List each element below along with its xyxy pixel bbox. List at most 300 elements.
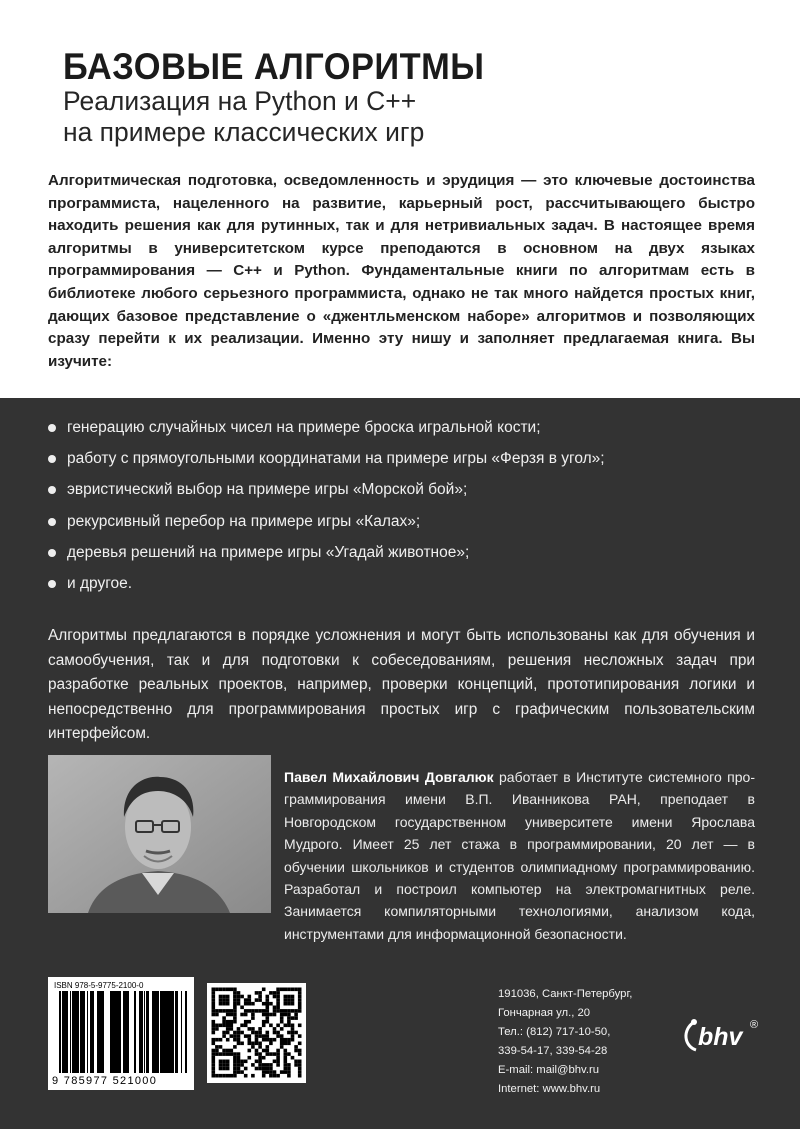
- qr-module: [266, 1049, 270, 1053]
- qr-module: [215, 1052, 219, 1056]
- qr-module: [269, 1042, 273, 1046]
- qr-module: [226, 1013, 230, 1017]
- qr-module: [294, 1060, 298, 1064]
- qr-module: [287, 1067, 291, 1071]
- barcode-bar: [59, 991, 60, 1073]
- qr-module: [255, 991, 259, 995]
- qr-module: [255, 1042, 259, 1046]
- barcode-bar: [113, 991, 114, 1073]
- qr-module: [276, 998, 280, 1002]
- barcode-bar: [125, 991, 128, 1073]
- qr-module: [276, 1002, 280, 1006]
- qr-module: [248, 1027, 252, 1031]
- qr-code-graphic: [207, 983, 306, 1083]
- qr-module: [287, 998, 291, 1002]
- qr-module: [212, 1056, 216, 1060]
- qr-module: [287, 1016, 291, 1020]
- qr-module: [212, 1063, 216, 1067]
- qr-module: [291, 995, 295, 999]
- qr-module: [212, 998, 216, 1002]
- qr-module: [215, 1013, 219, 1017]
- qr-module: [230, 1013, 234, 1017]
- qr-module: [294, 1049, 298, 1053]
- qr-module: [298, 1049, 302, 1053]
- barcode-bar: [92, 991, 93, 1073]
- qr-module: [287, 988, 291, 992]
- qr-module: [298, 1034, 302, 1038]
- list-item: [48, 541, 605, 572]
- usage-paragraph: Алгоритмы предлагаются в порядке усложнения и могут быть использованы как для обучения и самообучения, так и для подготовки к собеседованиям, решения несложных задач при разработке реальных проектов, например, проверки концепций, прототипирования логики и непосредственно для программирования простых игр с графическим пользовательским интерфейсом.: [48, 627, 755, 742]
- qr-module: [215, 988, 219, 992]
- qr-module: [244, 1034, 248, 1038]
- qr-module: [280, 1070, 284, 1074]
- barcode-bar: [175, 991, 178, 1073]
- qr-module: [226, 1038, 230, 1042]
- barcode-bar: [64, 991, 67, 1073]
- qr-module: [248, 1034, 252, 1038]
- qr-module: [273, 1031, 277, 1035]
- qr-module: [226, 1063, 230, 1067]
- qr-module: [291, 1031, 295, 1035]
- book-subtitle-line1: Реализация на Python и C++: [63, 86, 417, 116]
- qr-module: [284, 1024, 288, 1028]
- qr-module: [251, 1013, 255, 1017]
- registered-mark: ®: [750, 1019, 759, 1031]
- barcode-bar: [158, 991, 159, 1073]
- qr-module: [266, 1031, 270, 1035]
- qr-module: [212, 1067, 216, 1071]
- qr-module: [284, 1052, 288, 1056]
- qr-module: [233, 1020, 237, 1024]
- qr-module: [273, 1009, 277, 1013]
- qr-module: [298, 991, 302, 995]
- qr-module: [266, 1006, 270, 1010]
- qr-module: [237, 1067, 241, 1071]
- qr-module: [269, 1070, 273, 1074]
- qr-module: [212, 1049, 216, 1053]
- barcode-bar: [99, 991, 101, 1073]
- barcode-bar: [135, 991, 136, 1073]
- qr-module: [258, 1067, 262, 1071]
- barcode-bar: [87, 991, 88, 1073]
- barcode-bar: [155, 991, 156, 1073]
- qr-module: [294, 1063, 298, 1067]
- barcode-bar: [110, 991, 112, 1073]
- qr-module: [233, 1067, 237, 1071]
- qr-module: [258, 991, 262, 995]
- qr-module: [237, 1038, 241, 1042]
- qr-module: [244, 1009, 248, 1013]
- qr-module: [287, 1024, 291, 1028]
- intro-paragraph: Алгоритмическая подготовка, осведомленность и эрудиция — это ключевые достоинства программиста, нацеленного на развитие, карьерный рост, рассчитывающего быстро находить решения как для рутинных, так и для нетривиальных задач. В настоящее время алгоритмы в университетском курсе преподаются в основном на двух языках программирования — C++ и Python. Фундаментальные книги по алгоритмам есть в библиотеке любого серьезного программиста, однако не так много найдется простых книг, дающих базовое представление о «джентльменском наборе» алгоритмов и позволяющих сразу перейти к их реализации. Именно эту нишу и заполняет предлагаемая книга. Вы изучите:: [48, 172, 755, 370]
- qr-module: [212, 1009, 216, 1013]
- qr-module: [269, 1067, 273, 1071]
- qr-module: [269, 991, 273, 995]
- qr-module: [248, 1038, 252, 1042]
- qr-module: [266, 1045, 270, 1049]
- qr-module: [258, 1027, 262, 1031]
- qr-module: [262, 1020, 266, 1024]
- qr-module: [284, 1042, 288, 1046]
- qr-module: [266, 1020, 270, 1024]
- qr-module: [230, 1020, 234, 1024]
- qr-module: [294, 1016, 298, 1020]
- qr-module: [266, 1052, 270, 1056]
- qr-module: [287, 1063, 291, 1067]
- qr-module: [258, 1031, 262, 1035]
- qr-module: [280, 1020, 284, 1024]
- qr-module: [233, 995, 237, 999]
- list-item-text: эвристический выбор на примере игры «Морской бой»;: [67, 481, 468, 499]
- qr-module: [276, 1056, 280, 1060]
- qr-module: [284, 1067, 288, 1071]
- qr-module: [258, 1063, 262, 1067]
- barcode-bar: [112, 991, 113, 1073]
- qr-module: [262, 1038, 266, 1042]
- qr-module: [284, 1038, 288, 1042]
- qr-module: [273, 1060, 277, 1064]
- qr-module: [276, 1006, 280, 1010]
- qr-module: [251, 1031, 255, 1035]
- qr-module: [251, 1009, 255, 1013]
- qr-module: [273, 991, 277, 995]
- qr-module: [298, 1009, 302, 1013]
- qr-module: [258, 1034, 262, 1038]
- barcode-bar: [146, 991, 147, 1073]
- qr-module: [284, 1060, 288, 1064]
- publisher-contacts: [498, 985, 632, 1100]
- qr-module: [222, 1031, 226, 1035]
- barcode-bar: [134, 991, 135, 1073]
- qr-module: [266, 1013, 270, 1017]
- qr-module: [266, 995, 270, 999]
- barcode-bar: [165, 991, 168, 1073]
- qr-module: [237, 998, 241, 1002]
- qr-module: [262, 1013, 266, 1017]
- qr-module: [284, 995, 288, 999]
- qr-module: [298, 1052, 302, 1056]
- qr-module: [222, 1034, 226, 1038]
- qr-module: [222, 1016, 226, 1020]
- qr-module: [276, 1034, 280, 1038]
- qr-module: [280, 988, 284, 992]
- qr-module: [273, 1070, 277, 1074]
- barcode-bar: [142, 991, 143, 1073]
- qr-module: [287, 1020, 291, 1024]
- qr-module: [255, 1038, 259, 1042]
- qr-module: [244, 1067, 248, 1071]
- barcode-bar: [123, 991, 125, 1073]
- qr-module: [248, 1056, 252, 1060]
- qr-module: [237, 1063, 241, 1067]
- qr-module: [251, 1042, 255, 1046]
- barcode-bar: [152, 991, 155, 1073]
- qr-module: [226, 998, 230, 1002]
- barcode-bar: [93, 991, 94, 1073]
- qr-module: [266, 1070, 270, 1074]
- qr-module: [269, 1002, 273, 1006]
- qr-module: [251, 1074, 255, 1078]
- qr-module: [280, 1009, 284, 1013]
- address-line: Гончарная ул., 20: [498, 1007, 591, 1020]
- qr-module: [248, 995, 252, 999]
- qr-module: [226, 1024, 230, 1028]
- qr-module: [287, 1038, 291, 1042]
- qr-module: [284, 1070, 288, 1074]
- qr-module: [226, 1049, 230, 1053]
- qr-module: [269, 1052, 273, 1056]
- qr-module: [258, 1045, 262, 1049]
- qr-module: [269, 1038, 273, 1042]
- qr-module: [222, 988, 226, 992]
- qr-module: [276, 1052, 280, 1056]
- qr-module: [222, 995, 226, 999]
- qr-module: [233, 1006, 237, 1010]
- qr-module: [222, 1002, 226, 1006]
- qr-module: [226, 1002, 230, 1006]
- qr-module: [280, 1027, 284, 1031]
- barcode-bar: [81, 991, 83, 1073]
- list-item: [48, 447, 605, 478]
- qr-module: [222, 1074, 226, 1078]
- bullet-dot-icon: [48, 549, 56, 557]
- qr-module: [226, 995, 230, 999]
- qr-module: [273, 1006, 277, 1010]
- barcode-bar: [98, 991, 99, 1073]
- barcode-bar: [160, 991, 161, 1073]
- qr-module: [212, 1031, 216, 1035]
- qr-module: [230, 1027, 234, 1031]
- qr-module: [255, 1067, 259, 1071]
- barcode-bar: [147, 991, 148, 1073]
- qr-module: [212, 1020, 216, 1024]
- barcode-bar: [102, 991, 104, 1073]
- qr-module: [287, 1070, 291, 1074]
- qr-module: [262, 1049, 266, 1053]
- qr-module: [230, 988, 234, 992]
- qr-module: [251, 1027, 255, 1031]
- qr-module: [219, 998, 223, 1002]
- qr-module: [237, 1031, 241, 1035]
- qr-module: [262, 1063, 266, 1067]
- qr-module: [233, 1063, 237, 1067]
- qr-module: [212, 1038, 216, 1042]
- qr-module: [294, 1009, 298, 1013]
- qr-module: [248, 1049, 252, 1053]
- qr-module: [284, 998, 288, 1002]
- qr-module: [237, 991, 241, 995]
- qr-module: [237, 1060, 241, 1064]
- barcode-bar: [168, 991, 171, 1073]
- qr-module: [226, 988, 230, 992]
- barcode-bar: [164, 991, 165, 1073]
- qr-module: [212, 988, 216, 992]
- barcode-bar: [101, 991, 102, 1073]
- qr-module: [262, 1024, 266, 1028]
- bullet-dot-icon: [48, 455, 56, 463]
- list-item: [48, 478, 605, 509]
- qr-module: [215, 1024, 219, 1028]
- qr-module: [240, 995, 244, 999]
- barcode-bar: [140, 991, 141, 1073]
- qr-module: [230, 1049, 234, 1053]
- list-item-text: генерацию случайных чисел на примере броска игральной кости;: [67, 419, 541, 436]
- qr-module: [237, 1027, 241, 1031]
- qr-module: [233, 1002, 237, 1006]
- email-line: E-mail: mail@bhv.ru: [498, 1064, 600, 1077]
- qr-module: [287, 1074, 291, 1078]
- qr-module: [244, 1074, 248, 1078]
- qr-module: [258, 1052, 262, 1056]
- qr-module: [240, 1006, 244, 1010]
- qr-module: [226, 1060, 230, 1064]
- bullet-dot-icon: [48, 518, 56, 526]
- qr-module: [240, 1024, 244, 1028]
- qr-module: [258, 1042, 262, 1046]
- qr-module: [226, 1027, 230, 1031]
- barcode-bar: [76, 991, 79, 1073]
- qr-module: [280, 1016, 284, 1020]
- qr-module: [237, 1034, 241, 1038]
- qr-module: [244, 1024, 248, 1028]
- qr-module: [240, 1013, 244, 1017]
- qr-module: [273, 1038, 277, 1042]
- qr-module: [291, 1024, 295, 1028]
- qr-module: [233, 1016, 237, 1020]
- barcode-bar: [90, 991, 92, 1073]
- barcode-bar: [62, 991, 64, 1073]
- author-name: Павел Михайлович Довгалюк: [284, 769, 494, 785]
- qr-module: [266, 1063, 270, 1067]
- qr-module: [291, 1002, 295, 1006]
- qr-module: [276, 1063, 280, 1067]
- barcode-bar: [83, 991, 85, 1073]
- qr-module: [276, 1049, 280, 1053]
- isbn-barcode: [48, 977, 194, 1090]
- qr-module: [212, 995, 216, 999]
- barcode-bar: [114, 991, 117, 1073]
- barcode-bar: [128, 991, 129, 1073]
- qr-module: [287, 1009, 291, 1013]
- qr-module: [298, 988, 302, 992]
- qr-module: [219, 1060, 223, 1064]
- qr-module: [276, 1024, 280, 1028]
- qr-module: [219, 1067, 223, 1071]
- list-item-text: деревья решений на примере игры «Угадай животное»;: [67, 543, 470, 561]
- qr-module: [276, 1009, 280, 1013]
- qr-module: [291, 1056, 295, 1060]
- qr-module: [255, 1034, 259, 1038]
- qr-module: [280, 1034, 284, 1038]
- qr-module: [212, 991, 216, 995]
- qr-module: [215, 1038, 219, 1042]
- qr-module: [262, 1056, 266, 1060]
- list-item-text: работу с прямоугольными координатами на примере игры «Ферзя в угол»;: [67, 450, 605, 468]
- qr-module: [251, 1045, 255, 1049]
- qr-module: [280, 1045, 284, 1049]
- qr-module: [222, 1063, 226, 1067]
- qr-module: [276, 995, 280, 999]
- isbn-number: ISBN 978-5-9775-2100-0: [54, 981, 144, 990]
- qr-module: [233, 1013, 237, 1017]
- qr-module: [215, 1027, 219, 1031]
- qr-module: [212, 1027, 216, 1031]
- qr-module: [255, 1060, 259, 1064]
- qr-module: [219, 1009, 223, 1013]
- qr-module: [298, 995, 302, 999]
- qr-module: [212, 1060, 216, 1064]
- qr-module: [291, 998, 295, 1002]
- qr-module: [226, 1074, 230, 1078]
- qr-module: [255, 1049, 259, 1053]
- qr-module: [284, 1056, 288, 1060]
- qr-module: [233, 1045, 237, 1049]
- qr-module: [244, 1060, 248, 1064]
- qr-module: [222, 1020, 226, 1024]
- qr-module: [219, 1045, 223, 1049]
- qr-module: [284, 1013, 288, 1017]
- qr-module: [212, 1070, 216, 1074]
- qr-module: [230, 1009, 234, 1013]
- qr-module: [273, 1052, 277, 1056]
- author-bio-text: работает в Институте системного программирования имени В.П. Иванникова РАН, преподает в Новгородском государственном университете имени Ярослава Мудрого. Имеет 25 лет стажа в программировании, 20 лет — в обучении школьников и студентов олимпиадному программированию. Разработал и построил компьютер на электромагнитных реле. Занимается компиляторными технологиями, анализом кода, инструментами для информационной безопасности.: [284, 769, 756, 942]
- qr-module: [226, 1020, 230, 1024]
- barcode-bar: [156, 991, 158, 1073]
- qr-module: [258, 995, 262, 999]
- qr-module: [269, 1024, 273, 1028]
- qr-module: [240, 1031, 244, 1035]
- qr-module: [233, 1031, 237, 1035]
- qr-module: [240, 1042, 244, 1046]
- barcode-bar: [119, 991, 121, 1073]
- qr-module: [298, 1070, 302, 1074]
- qr-module: [233, 1009, 237, 1013]
- qr-module: [248, 1020, 252, 1024]
- qr-module: [219, 1024, 223, 1028]
- qr-module: [244, 1002, 248, 1006]
- qr-module: [222, 1009, 226, 1013]
- barcode-bar: [139, 991, 140, 1073]
- qr-module: [212, 1042, 216, 1046]
- qr-module: [240, 1070, 244, 1074]
- qr-module: [219, 1074, 223, 1078]
- qr-module: [280, 1038, 284, 1042]
- qr-module: [212, 1002, 216, 1006]
- qr-module: [262, 1074, 266, 1078]
- address-line: 191036, Санкт-Петербург,: [498, 988, 633, 1000]
- book-subtitle-line2: на примере классических игр: [63, 117, 425, 147]
- qr-module: [273, 995, 277, 999]
- qr-module: [255, 1031, 259, 1035]
- qr-module: [230, 1074, 234, 1078]
- qr-module: [298, 1006, 302, 1010]
- barcode-bar: [185, 991, 187, 1073]
- qr-module: [240, 1060, 244, 1064]
- qr-module: [269, 1013, 273, 1017]
- qr-module: [248, 1002, 252, 1006]
- qr-module: [298, 998, 302, 1002]
- qr-module: [237, 1056, 241, 1060]
- qr-module: [230, 1052, 234, 1056]
- qr-module: [233, 1052, 237, 1056]
- qr-module: [258, 1056, 262, 1060]
- qr-module: [240, 1063, 244, 1067]
- qr-module: [262, 1070, 266, 1074]
- qr-module: [222, 1024, 226, 1028]
- qr-module: [291, 1038, 295, 1042]
- qr-module: [215, 1074, 219, 1078]
- qr-module: [291, 1009, 295, 1013]
